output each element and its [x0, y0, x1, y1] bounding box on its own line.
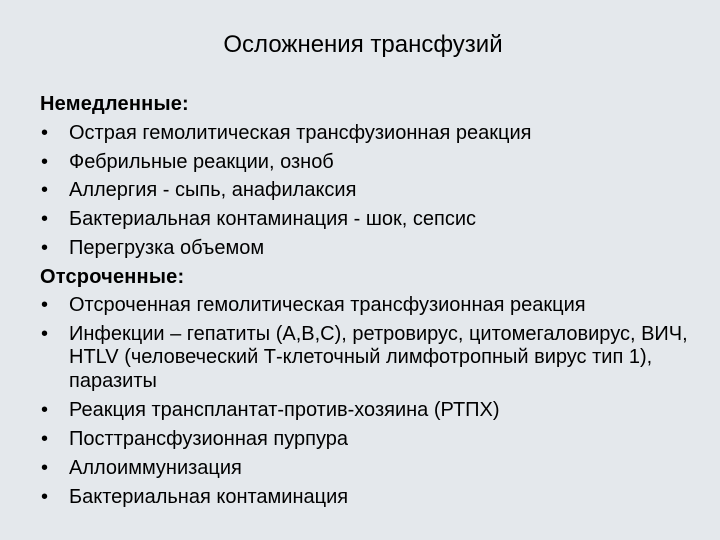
immediate-list [40, 119, 700, 263]
list-item-text: Реакция трансплантат-против-хозяина (РТПХ) [69, 399, 500, 422]
list-item [40, 292, 700, 321]
list-item-text: Инфекции – гепатиты (A,B,C), ретровирус, цитомегаловирус, ВИЧ, HTLV (человеческий Т-клеточный лимфотропный вирус тип 1), паразиты [69, 322, 688, 392]
list-item [40, 425, 700, 454]
list-item-text: Бактериальная контаминация [69, 485, 349, 508]
list-item [40, 483, 700, 512]
delayed-list [40, 292, 700, 512]
bullet-icon: • [41, 150, 49, 173]
bullet-icon: • [41, 179, 49, 202]
bullet-icon: • [41, 236, 49, 259]
delayed-heading: Отсроченные: [40, 265, 185, 288]
list-item [40, 454, 700, 483]
bullet-icon: • [41, 485, 49, 508]
list-item [40, 320, 700, 396]
bullet-icon: • [41, 399, 49, 422]
list-item [40, 119, 700, 148]
slide-content [40, 90, 700, 511]
list-item [40, 234, 700, 263]
list-item-text: Аллоиммунизация [69, 456, 242, 479]
list-item [40, 148, 700, 177]
bullet-icon: • [41, 322, 49, 345]
immediate-heading: Немедленные: [40, 93, 189, 115]
bullet-icon: • [41, 121, 49, 144]
list-item-text: Отсроченная гемолитическая трансфузионная реакция [69, 294, 586, 317]
bullet-icon: • [41, 208, 49, 231]
list-item-text: Посттрансфузионная пурпура [69, 427, 348, 450]
list-item-text: Перегрузка объемом [69, 236, 265, 259]
list-item-text: Аллергия - сыпь, анафилаксия [69, 179, 357, 202]
list-item [40, 176, 700, 205]
slide-title: Осложнения трансфузий [223, 31, 503, 58]
list-item-text: Острая гемолитическая трансфузионная реакция [69, 121, 532, 144]
list-item [40, 205, 700, 234]
bullet-icon: • [41, 456, 49, 479]
bullet-icon: • [41, 427, 49, 450]
list-item-text: Фебрильные реакции, озноб [69, 150, 334, 173]
bullet-icon: • [41, 294, 49, 317]
list-item-text: Бактериальная контаминация - шок, сепсис [69, 208, 477, 231]
list-item [40, 396, 700, 425]
